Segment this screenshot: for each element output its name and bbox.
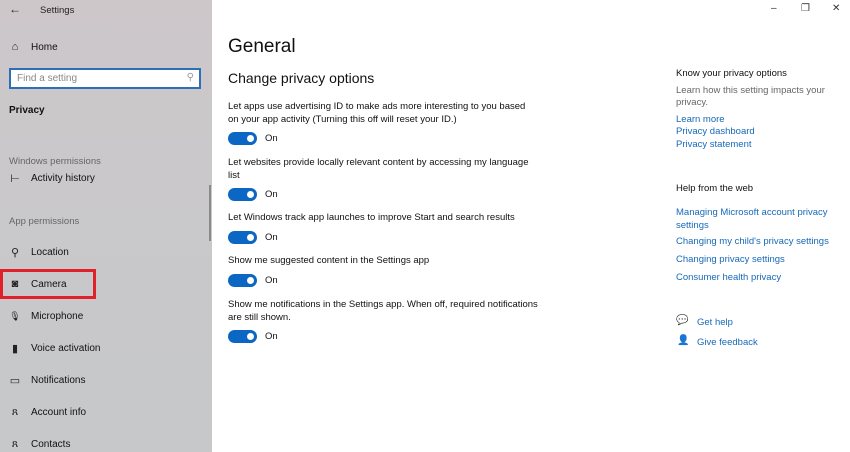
option-language-list-text: Let websites provide locally relevant content by accessing my language list: [228, 157, 529, 181]
option-notifications-text: Show me notifications in the Settings app. When off, required notifications are still shown.: [228, 299, 538, 323]
give-feedback-link[interactable]: Give feedback: [697, 337, 758, 348]
toggle-state: On: [265, 232, 278, 243]
app-title: Settings: [40, 5, 75, 16]
toggle-state: On: [265, 275, 278, 286]
managing-account-privacy-link[interactable]: Managing Microsoft account privacy settings: [676, 207, 828, 231]
home-label: Home: [31, 41, 58, 53]
contacts-icon: ጸ: [11, 437, 19, 450]
sidebar-item-microphone[interactable]: [9, 308, 83, 324]
activity-history-label: Activity history: [31, 172, 95, 184]
toggle-state: On: [265, 331, 278, 342]
voice-activation-icon: ▮: [11, 342, 19, 355]
changing-privacy-link[interactable]: Changing privacy settings: [676, 254, 785, 265]
section-title: Privacy: [9, 105, 45, 116]
microphone-icon: 🎙: [9, 310, 21, 321]
voice-activation-label: Voice activation: [31, 342, 101, 354]
privacy-statement-link[interactable]: Privacy statement: [676, 139, 752, 150]
sidebar-item-location[interactable]: [9, 244, 69, 260]
toggle-switch[interactable]: [228, 188, 257, 201]
option-advertising-id-text: Let apps use advertising ID to make ads more interesting to you based on your app activity (Turning this off will reset your ID.): [228, 101, 526, 125]
toggle-state: On: [265, 189, 278, 200]
language-list-toggle[interactable]: [228, 188, 278, 201]
get-help-link[interactable]: Get help: [697, 317, 733, 328]
camera-highlight-box: [0, 269, 96, 299]
toggle-switch[interactable]: [228, 231, 257, 244]
notifications-toggle[interactable]: [228, 330, 278, 343]
camera-label: Camera: [31, 278, 67, 290]
toggle-switch[interactable]: [228, 330, 257, 343]
give-feedback-icon: 👤: [677, 335, 690, 346]
notifications-label: Notifications: [31, 374, 86, 386]
activity-history-icon: ⊢: [10, 172, 20, 185]
sidebar-item-voice-activation[interactable]: [9, 340, 101, 356]
advertising-id-toggle[interactable]: [228, 132, 278, 145]
learn-more-link[interactable]: Learn more: [676, 114, 725, 125]
track-launches-toggle[interactable]: [228, 231, 278, 244]
know-privacy-text: Learn how this setting impacts your privacy.: [676, 85, 825, 108]
location-icon: ⚲: [10, 246, 20, 259]
back-arrow-icon[interactable]: ←: [9, 2, 21, 16]
option-suggested-content-text: Show me suggested content in the Settings app: [228, 255, 430, 266]
account-info-label: Account info: [31, 406, 87, 418]
toggle-state: On: [265, 133, 278, 144]
account-info-icon: ጸ: [11, 405, 19, 418]
sidebar-item-contacts[interactable]: [9, 436, 70, 452]
sidebar-scrollbar[interactable]: [209, 185, 211, 241]
help-web-heading: Help from the web: [676, 183, 754, 194]
contacts-label: Contacts: [31, 438, 71, 450]
section-subtitle: Change privacy options: [228, 70, 375, 86]
microphone-label: Microphone: [31, 310, 84, 322]
sidebar: [0, 0, 212, 452]
search-icon: ⚲: [186, 72, 194, 83]
notifications-icon: ▭: [9, 374, 21, 387]
page-title: General: [228, 36, 296, 57]
sidebar-item-notifications[interactable]: [9, 372, 85, 388]
sidebar-item-home[interactable]: [9, 39, 58, 55]
option-track-launches-text: Let Windows track app launches to improve Start and search results: [228, 212, 515, 223]
sidebar-item-account-info[interactable]: [9, 404, 86, 420]
location-label: Location: [31, 246, 69, 258]
sidebar-item-activity-history[interactable]: [9, 170, 95, 186]
toggle-switch[interactable]: [228, 132, 257, 145]
close-button[interactable]: ✕: [832, 3, 841, 14]
windows-permissions-header: Windows permissions: [9, 156, 101, 167]
minimize-button[interactable]: –: [771, 3, 777, 14]
consumer-health-link[interactable]: Consumer health privacy: [676, 272, 782, 283]
toggle-switch[interactable]: [228, 274, 257, 287]
search-placeholder: Find a setting: [17, 73, 78, 84]
home-icon: ⌂: [11, 41, 19, 53]
search-input[interactable]: [9, 68, 201, 89]
know-privacy-heading: Know your privacy options: [676, 68, 787, 79]
child-privacy-link[interactable]: Changing my child's privacy settings: [676, 236, 829, 247]
get-help-icon: 💬: [676, 315, 689, 326]
privacy-dashboard-link[interactable]: Privacy dashboard: [676, 126, 755, 137]
restore-button[interactable]: ❐: [801, 3, 810, 14]
camera-icon: ◙: [11, 278, 19, 290]
suggested-content-toggle[interactable]: [228, 274, 278, 287]
app-permissions-header: App permissions: [9, 216, 80, 227]
